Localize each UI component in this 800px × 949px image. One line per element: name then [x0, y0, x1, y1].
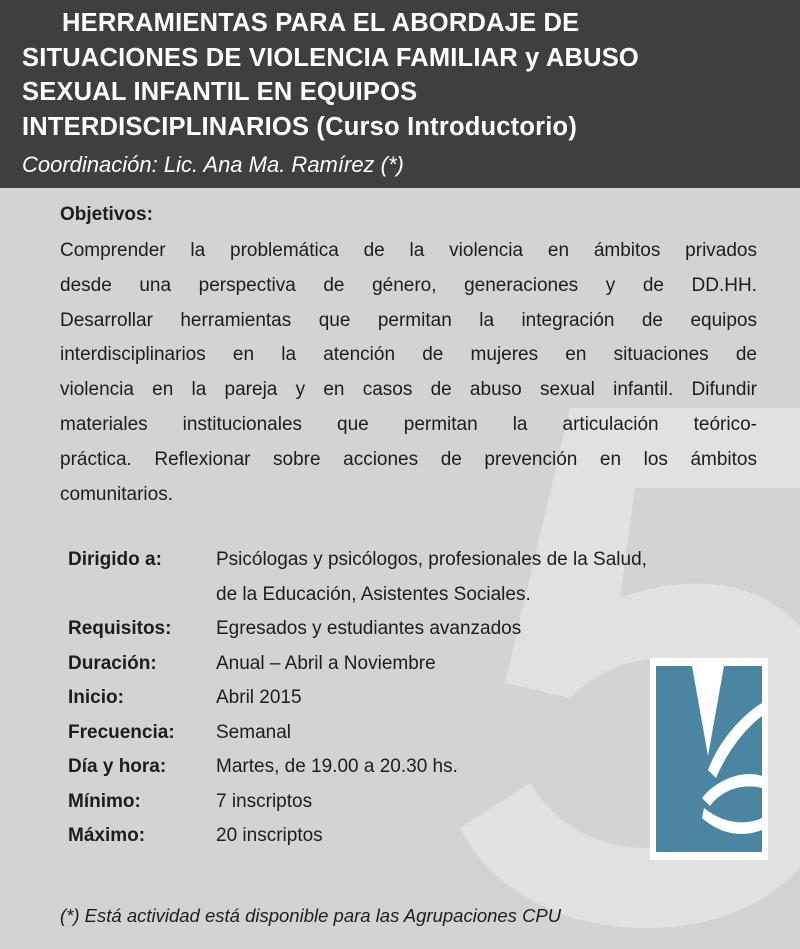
- coordination-text: Coordinación: Lic. Ana Ma. Ramírez (*): [22, 152, 404, 177]
- detail-value: Abril 2015: [216, 687, 302, 708]
- detail-row-dirigido: [68, 543, 768, 612]
- objectives-line: interdisciplinarios en la atención de mujeres en situaciones de: [60, 344, 757, 366]
- content-area: [0, 188, 800, 949]
- course-title: [22, 6, 792, 144]
- footnote: (*) Está actividad está disponible para las Agrupaciones CPU: [60, 905, 562, 926]
- cpu-logo: [650, 658, 768, 860]
- detail-value: 20 inscriptos: [216, 825, 323, 846]
- detail-value: 7 inscriptos: [216, 790, 313, 812]
- objectives-line: práctica. Reflexionar sobre acciones de prevención en los ámbitos: [60, 448, 757, 470]
- detail-value: Martes, de 19.00 a 20.30 hs.: [216, 756, 458, 777]
- header-banner: [0, 0, 800, 188]
- objectives-line: materiales institucionales que permitan la articulación teórico-: [60, 413, 757, 435]
- detail-label: Día y hora:: [68, 756, 167, 777]
- detail-label: Inicio:: [68, 687, 124, 708]
- detail-value: Anual – Abril a Noviembre: [216, 652, 436, 674]
- objectives-line: comunitarios.: [60, 483, 173, 505]
- detail-value-line: de la Educación, Asistentes Sociales.: [216, 583, 531, 605]
- objectives-line: violencia en la pareja y en casos de abuso sexual infantil. Difundir: [60, 379, 757, 401]
- detail-label: Frecuencia:: [68, 721, 175, 743]
- detail-label: Dirigido a:: [68, 549, 162, 570]
- title-line: HERRAMIENTAS PARA EL ABORDAJE DE: [62, 9, 580, 37]
- detail-label: Mínimo:: [68, 790, 141, 812]
- cpu-logo-icon: [650, 658, 768, 860]
- objectives-line: desde una perspectiva de género, generaciones y de DD.HH.: [60, 274, 757, 296]
- detail-label: Máximo:: [68, 825, 146, 846]
- title-line: SITUACIONES DE VIOLENCIA FAMILIAR y ABUSO: [22, 43, 639, 72]
- title-line: INTERDISCIPLINARIOS (Curso Introductorio): [22, 112, 578, 141]
- title-line: SEXUAL INFANTIL EN EQUIPOS: [22, 78, 418, 106]
- detail-label: Duración:: [68, 652, 157, 674]
- objectives-heading: Objetivos:: [60, 204, 153, 225]
- detail-value: Egresados y estudiantes avanzados: [216, 618, 522, 639]
- detail-value-line: Psicólogas y psicólogos, profesionales de la Salud,: [216, 549, 647, 570]
- objectives-line: Desarrollar herramientas que permitan la integración de equipos: [60, 309, 757, 331]
- detail-row-requisitos: [68, 612, 768, 647]
- objectives-text: [60, 234, 757, 512]
- detail-value: Semanal: [216, 721, 291, 743]
- detail-label: Requisitos:: [68, 618, 172, 639]
- detail-value: [216, 543, 768, 612]
- objectives-line: Comprender la problemática de la violencia en ámbitos privados: [60, 240, 757, 261]
